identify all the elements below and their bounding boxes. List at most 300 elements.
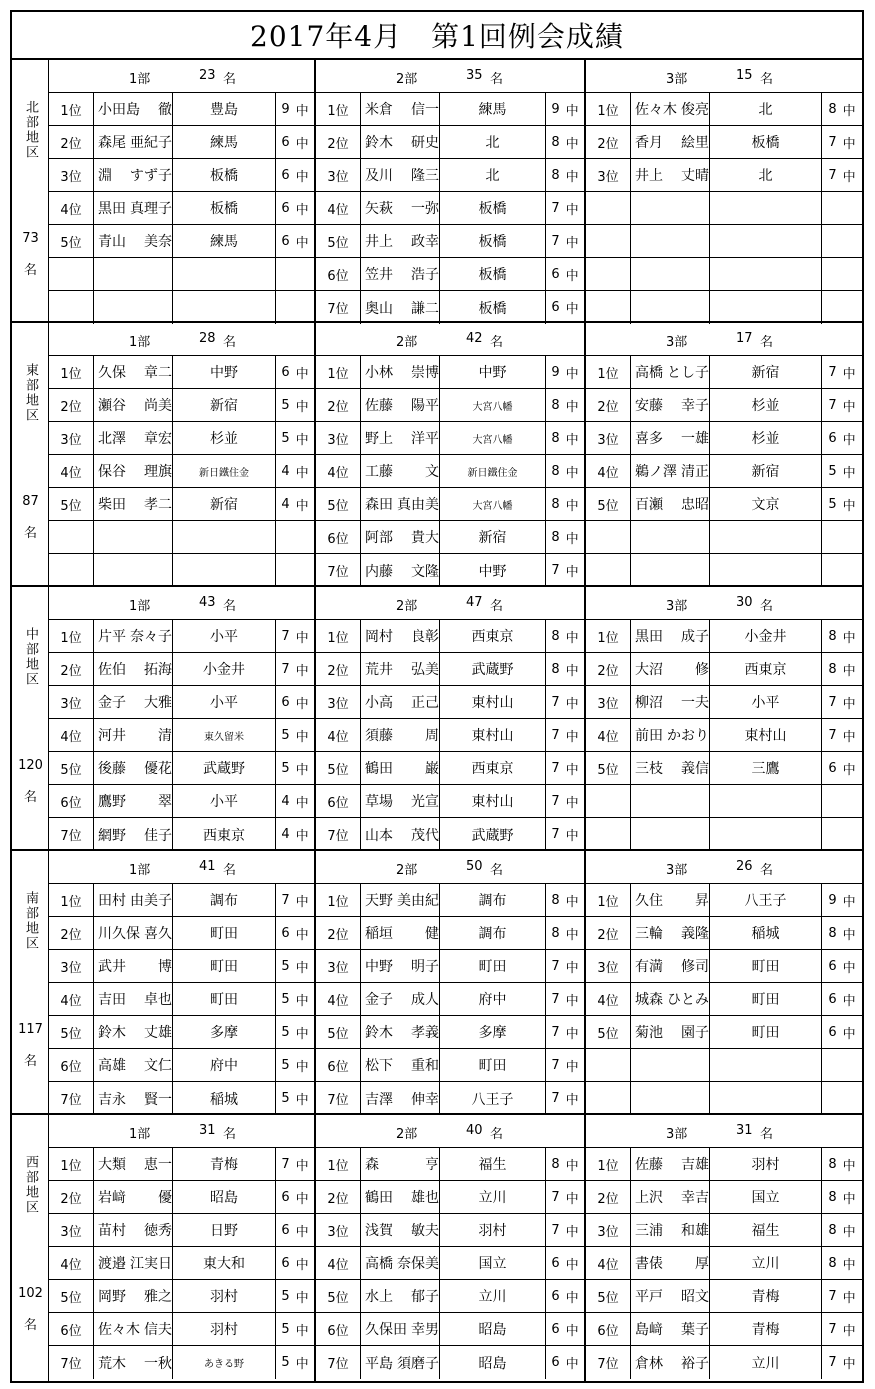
surname: 安藤 bbox=[635, 398, 663, 414]
name-cell bbox=[94, 719, 173, 751]
division-header bbox=[586, 1115, 862, 1148]
table-row bbox=[49, 686, 314, 719]
rank-cell: 7位 bbox=[49, 818, 94, 851]
surname: 城森 bbox=[635, 992, 663, 1008]
table-row bbox=[586, 1082, 862, 1115]
surname: 岡村 bbox=[365, 629, 393, 645]
hits-cell bbox=[276, 785, 314, 817]
club-cell: 新日鐵住金 bbox=[440, 455, 546, 487]
surname: 阿部 bbox=[365, 530, 393, 546]
rank-cell: 6位 bbox=[316, 258, 361, 290]
table-row bbox=[586, 719, 862, 752]
given-name: 文仁 bbox=[144, 1058, 172, 1074]
hits-number: 8 bbox=[828, 101, 837, 117]
rank-cell: 4位 bbox=[316, 983, 361, 1015]
club-cell: 立川 bbox=[440, 1181, 546, 1213]
hits-unit: 中 bbox=[565, 729, 579, 745]
club-cell: 青梅 bbox=[710, 1280, 822, 1312]
club-cell: 小金井 bbox=[710, 620, 822, 652]
rank-cell: 1位 bbox=[586, 884, 631, 916]
rank-cell bbox=[586, 192, 631, 224]
hits-unit: 中 bbox=[295, 432, 309, 448]
club-cell: 新宿 bbox=[710, 455, 822, 487]
region-count-unit: 名 bbox=[23, 790, 37, 805]
given-name: 喜久 bbox=[144, 926, 172, 942]
surname: 三枝 bbox=[635, 761, 663, 777]
hits-unit: 中 bbox=[295, 696, 309, 712]
division-count: 26 bbox=[736, 859, 753, 874]
given-name: 優花 bbox=[144, 761, 172, 777]
given-name: 昇 bbox=[695, 893, 709, 909]
rank-cell: 3位 bbox=[49, 1214, 94, 1246]
name-cell bbox=[361, 818, 440, 851]
given-name: 一弥 bbox=[411, 201, 439, 217]
hits-number: 8 bbox=[551, 529, 560, 545]
surname: 高橋 bbox=[635, 365, 663, 381]
rank-cell: 3位 bbox=[49, 686, 94, 718]
name-cell bbox=[361, 521, 440, 553]
region-name: 中部地区 bbox=[23, 627, 38, 687]
hits-unit: 中 bbox=[842, 1191, 856, 1207]
rank-cell: 1位 bbox=[49, 356, 94, 388]
hits-unit: 中 bbox=[565, 1224, 579, 1240]
name-cell bbox=[631, 291, 710, 324]
name-cell bbox=[631, 653, 710, 685]
division-1 bbox=[49, 1115, 316, 1381]
rank-cell bbox=[586, 521, 631, 553]
table-row bbox=[316, 686, 584, 719]
hits-unit: 中 bbox=[565, 762, 579, 778]
given-name: 崇博 bbox=[411, 365, 439, 381]
surname: 工藤 bbox=[365, 464, 393, 480]
rank-cell: 4位 bbox=[49, 983, 94, 1015]
hits-unit: 中 bbox=[565, 696, 579, 712]
club-cell: 国立 bbox=[710, 1181, 822, 1213]
surname: 河井 bbox=[98, 728, 126, 744]
hits-unit: 中 bbox=[565, 829, 579, 844]
region-count bbox=[12, 493, 49, 543]
name-cell bbox=[361, 884, 440, 916]
given-name: 敏夫 bbox=[411, 1223, 439, 1239]
region-count-number: 120 bbox=[18, 758, 43, 773]
hits-unit: 中 bbox=[295, 927, 309, 943]
hits-number: 5 bbox=[281, 760, 290, 776]
surname: 吉永 bbox=[98, 1091, 126, 1108]
given-name: 清正 bbox=[681, 464, 709, 480]
club-cell: 羽村 bbox=[173, 1313, 276, 1345]
hits-number: 7 bbox=[551, 694, 560, 710]
division-3 bbox=[586, 587, 862, 849]
table-row bbox=[586, 422, 862, 455]
division-count: 41 bbox=[199, 859, 216, 874]
hits-number: 7 bbox=[551, 991, 560, 1007]
hits-cell bbox=[546, 1346, 584, 1379]
club-cell bbox=[173, 258, 276, 290]
surname: 渡邉 bbox=[98, 1256, 126, 1272]
rank-cell: 3位 bbox=[316, 686, 361, 718]
given-name: 成人 bbox=[411, 992, 439, 1008]
name-cell bbox=[361, 1016, 440, 1048]
hits-unit: 中 bbox=[565, 663, 579, 679]
surname: 平戸 bbox=[635, 1289, 663, 1305]
hits-cell bbox=[276, 1148, 314, 1180]
hits-unit: 中 bbox=[842, 1357, 856, 1372]
rank-cell: 2位 bbox=[316, 1181, 361, 1213]
club-cell: 府中 bbox=[173, 1049, 276, 1081]
surname: 稲垣 bbox=[365, 926, 393, 942]
rank-cell: 3位 bbox=[586, 950, 631, 982]
table-row bbox=[586, 1346, 862, 1379]
rank-cell: 1位 bbox=[316, 1148, 361, 1180]
club-cell: 武蔵野 bbox=[440, 653, 546, 685]
hits-number: 5 bbox=[281, 397, 290, 413]
rank-cell: 2位 bbox=[316, 389, 361, 421]
name-cell bbox=[361, 1247, 440, 1279]
table-row bbox=[49, 554, 314, 587]
rank-cell: 7位 bbox=[49, 1082, 94, 1115]
hits-number: 9 bbox=[551, 364, 560, 380]
table-row bbox=[316, 126, 584, 159]
hits-unit: 中 bbox=[565, 498, 579, 514]
given-name: 陽平 bbox=[411, 398, 439, 414]
hits-number: 8 bbox=[551, 167, 560, 183]
table-row bbox=[316, 225, 584, 258]
rank-cell: 1位 bbox=[316, 620, 361, 652]
division-header bbox=[49, 587, 314, 620]
hits-cell bbox=[546, 1049, 584, 1081]
club-cell: 調布 bbox=[173, 884, 276, 916]
given-name: 茂代 bbox=[411, 827, 439, 844]
club-cell bbox=[173, 554, 276, 587]
club-cell: 東村山 bbox=[440, 785, 546, 817]
hits-number: 7 bbox=[828, 397, 837, 413]
surname: 内藤 bbox=[365, 563, 393, 580]
hits-unit: 中 bbox=[842, 696, 856, 712]
surname: 小田島 bbox=[98, 102, 140, 118]
given-name: 絵里 bbox=[681, 135, 709, 151]
page-title: 2017年4月 第1回例会成績 bbox=[12, 12, 862, 60]
surname: 倉林 bbox=[635, 1355, 663, 1372]
hits-cell bbox=[546, 1313, 584, 1345]
surname: 中野 bbox=[365, 959, 393, 975]
table-row bbox=[316, 719, 584, 752]
hits-unit: 中 bbox=[565, 531, 579, 547]
club-cell: 羽村 bbox=[440, 1214, 546, 1246]
hits-unit: 中 bbox=[565, 630, 579, 646]
club-cell: 稲城 bbox=[710, 917, 822, 949]
surname: 網野 bbox=[98, 827, 126, 844]
hits-unit: 中 bbox=[565, 1026, 579, 1042]
rank-cell: 3位 bbox=[586, 159, 631, 191]
hits-cell bbox=[276, 1280, 314, 1312]
rank-cell: 6位 bbox=[316, 1049, 361, 1081]
rank-cell: 5位 bbox=[49, 225, 94, 257]
given-name: 成子 bbox=[681, 629, 709, 645]
hits-cell bbox=[546, 917, 584, 949]
hits-unit: 中 bbox=[842, 1026, 856, 1042]
surname: 荒井 bbox=[365, 662, 393, 678]
surname: 久保田 bbox=[365, 1322, 407, 1338]
hits-number: 6 bbox=[551, 1288, 560, 1304]
club-cell: 昭島 bbox=[173, 1181, 276, 1213]
given-name: 修司 bbox=[681, 959, 709, 975]
rank-cell: 1位 bbox=[586, 93, 631, 125]
given-name: 孝義 bbox=[411, 1025, 439, 1041]
hits-unit: 中 bbox=[295, 1290, 309, 1306]
hits-cell bbox=[822, 818, 862, 851]
table-row bbox=[49, 653, 314, 686]
rank-cell: 3位 bbox=[586, 1214, 631, 1246]
hits-number: 8 bbox=[551, 463, 560, 479]
hits-number: 8 bbox=[551, 496, 560, 512]
given-name: 博 bbox=[158, 959, 172, 975]
club-cell: 国立 bbox=[440, 1247, 546, 1279]
surname: 小林 bbox=[365, 365, 393, 381]
name-cell bbox=[94, 521, 173, 553]
given-name: 拓海 bbox=[144, 662, 172, 678]
surname: 川久保 bbox=[98, 926, 140, 942]
given-name: 信一 bbox=[411, 102, 439, 118]
hits-unit: 中 bbox=[842, 1158, 856, 1174]
name-cell bbox=[94, 554, 173, 587]
hits-cell bbox=[822, 455, 862, 487]
club-cell: 板橋 bbox=[710, 126, 822, 158]
hits-cell bbox=[822, 1148, 862, 1180]
hits-cell bbox=[546, 983, 584, 1015]
hits-unit: 中 bbox=[565, 993, 579, 1009]
division-count: 40 bbox=[466, 1123, 483, 1138]
name-cell bbox=[94, 1082, 173, 1115]
name-cell bbox=[631, 983, 710, 1015]
name-cell bbox=[94, 488, 173, 520]
table-row bbox=[49, 389, 314, 422]
region-name: 南部地区 bbox=[23, 891, 38, 951]
table-row bbox=[586, 1148, 862, 1181]
hits-number: 6 bbox=[551, 1321, 560, 1337]
rank-cell: 7位 bbox=[586, 1346, 631, 1379]
surname: 吉田 bbox=[98, 992, 126, 1008]
table-row bbox=[49, 93, 314, 126]
given-name: 徳秀 bbox=[144, 1223, 172, 1239]
table-row bbox=[586, 1313, 862, 1346]
hits-cell bbox=[276, 917, 314, 949]
rank-cell: 4位 bbox=[586, 455, 631, 487]
division-count: 31 bbox=[199, 1123, 216, 1138]
name-cell bbox=[94, 1247, 173, 1279]
given-name: 真由美 bbox=[397, 497, 439, 513]
surname: 鈴木 bbox=[98, 1025, 126, 1041]
hits-unit: 中 bbox=[842, 103, 856, 119]
rank-cell: 4位 bbox=[316, 1247, 361, 1279]
given-name: 明子 bbox=[411, 959, 439, 975]
club-cell: 武蔵野 bbox=[440, 818, 546, 851]
given-name: 須磨子 bbox=[397, 1355, 439, 1372]
surname: 鈴木 bbox=[365, 1025, 393, 1041]
name-cell bbox=[361, 258, 440, 290]
division-count: 15 bbox=[736, 68, 753, 83]
rank-cell: 6位 bbox=[49, 1049, 94, 1081]
hits-number: 7 bbox=[828, 134, 837, 150]
hits-cell bbox=[276, 159, 314, 191]
hits-cell bbox=[546, 1148, 584, 1180]
division-label: 1部 bbox=[129, 1127, 151, 1142]
hits-cell bbox=[822, 1346, 862, 1379]
rank-cell: 2位 bbox=[316, 653, 361, 685]
given-name: 光宣 bbox=[411, 794, 439, 810]
name-cell bbox=[94, 93, 173, 125]
hits-number: 7 bbox=[281, 892, 290, 908]
division-header bbox=[316, 587, 584, 620]
division-count-unit: 名 bbox=[760, 599, 774, 614]
table-row bbox=[586, 950, 862, 983]
rank-cell: 4位 bbox=[586, 719, 631, 751]
division-count-unit: 名 bbox=[223, 1127, 237, 1142]
table-row bbox=[586, 983, 862, 1016]
table-row bbox=[586, 818, 862, 851]
surname: 水上 bbox=[365, 1289, 393, 1305]
hits-unit: 中 bbox=[842, 1257, 856, 1273]
name-cell bbox=[631, 1148, 710, 1180]
division-header bbox=[49, 60, 314, 93]
rank-cell: 5位 bbox=[49, 488, 94, 520]
hits-unit: 中 bbox=[842, 927, 856, 943]
hits-cell bbox=[276, 1082, 314, 1115]
hits-number: 7 bbox=[551, 760, 560, 776]
table-row bbox=[316, 455, 584, 488]
name-cell bbox=[631, 1247, 710, 1279]
hits-cell bbox=[822, 422, 862, 454]
hits-unit: 中 bbox=[295, 136, 309, 152]
division-label: 2部 bbox=[396, 599, 418, 614]
surname: 淵 bbox=[98, 168, 112, 184]
surname: 平島 bbox=[365, 1355, 393, 1372]
hits-unit: 中 bbox=[565, 399, 579, 415]
rank-cell: 1位 bbox=[49, 884, 94, 916]
club-cell: 小平 bbox=[173, 785, 276, 817]
table-row bbox=[49, 258, 314, 291]
hits-cell bbox=[822, 752, 862, 784]
hits-cell bbox=[276, 1313, 314, 1345]
name-cell bbox=[94, 818, 173, 851]
hits-unit: 中 bbox=[565, 432, 579, 448]
hits-cell bbox=[276, 126, 314, 158]
hits-cell bbox=[546, 1247, 584, 1279]
rank-cell: 5位 bbox=[49, 1280, 94, 1312]
surname: 森尾 bbox=[98, 135, 126, 151]
rank-cell: 1位 bbox=[49, 1148, 94, 1180]
name-cell bbox=[361, 455, 440, 487]
club-cell: 新宿 bbox=[173, 488, 276, 520]
hits-unit: 中 bbox=[565, 927, 579, 943]
rank-cell: 2位 bbox=[586, 126, 631, 158]
hits-cell bbox=[822, 1313, 862, 1345]
table-row bbox=[49, 983, 314, 1016]
surname: 田村 bbox=[98, 893, 126, 909]
hits-unit: 中 bbox=[295, 1026, 309, 1042]
table-row bbox=[316, 983, 584, 1016]
table-row bbox=[586, 1181, 862, 1214]
surname: 前田 bbox=[635, 728, 663, 744]
hits-cell bbox=[822, 1181, 862, 1213]
table-row bbox=[49, 950, 314, 983]
club-cell: 昭島 bbox=[440, 1313, 546, 1345]
hits-cell bbox=[546, 225, 584, 257]
hits-cell bbox=[822, 620, 862, 652]
rank-cell: 1位 bbox=[316, 356, 361, 388]
club-cell: 東村山 bbox=[440, 719, 546, 751]
hits-number: 7 bbox=[828, 1355, 837, 1370]
hits-unit: 中 bbox=[295, 1093, 309, 1108]
division-count-unit: 名 bbox=[490, 863, 504, 878]
name-cell bbox=[361, 1181, 440, 1213]
table-row bbox=[316, 1148, 584, 1181]
hits-unit: 中 bbox=[295, 1323, 309, 1339]
given-name: 正己 bbox=[411, 695, 439, 711]
hits-number: 8 bbox=[551, 430, 560, 446]
name-cell bbox=[631, 917, 710, 949]
hits-cell bbox=[546, 258, 584, 290]
surname: 矢萩 bbox=[365, 201, 393, 217]
hits-cell bbox=[546, 1082, 584, 1115]
table-row bbox=[49, 620, 314, 653]
hits-cell bbox=[276, 884, 314, 916]
name-cell bbox=[631, 1181, 710, 1213]
table-row bbox=[316, 258, 584, 291]
club-cell: 昭島 bbox=[440, 1346, 546, 1379]
hits-cell bbox=[822, 1214, 862, 1246]
club-cell: 多摩 bbox=[173, 1016, 276, 1048]
hits-cell bbox=[276, 422, 314, 454]
hits-cell bbox=[822, 785, 862, 817]
rank-cell: 1位 bbox=[316, 93, 361, 125]
hits-unit: 中 bbox=[842, 729, 856, 745]
region-count-number: 87 bbox=[22, 494, 39, 509]
hits-number: 9 bbox=[281, 101, 290, 117]
surname: 岩﨑 bbox=[98, 1190, 126, 1206]
name-cell bbox=[631, 93, 710, 125]
name-cell bbox=[94, 422, 173, 454]
given-name: 健 bbox=[425, 926, 439, 942]
hits-unit: 中 bbox=[295, 1257, 309, 1273]
rank-cell bbox=[49, 521, 94, 553]
given-name: 亜紀子 bbox=[130, 135, 172, 151]
name-cell bbox=[94, 389, 173, 421]
hits-cell bbox=[546, 785, 584, 817]
given-name: 徹 bbox=[158, 102, 172, 118]
division-header bbox=[49, 851, 314, 884]
hits-cell bbox=[822, 917, 862, 949]
name-cell bbox=[94, 356, 173, 388]
rank-cell: 4位 bbox=[316, 192, 361, 224]
region-name: 北部地区 bbox=[23, 100, 38, 160]
hits-cell bbox=[546, 719, 584, 751]
name-cell bbox=[361, 225, 440, 257]
hits-number: 4 bbox=[281, 463, 290, 479]
rank-cell: 3位 bbox=[49, 950, 94, 982]
hits-number: 5 bbox=[281, 991, 290, 1007]
rank-cell bbox=[49, 291, 94, 324]
rank-cell: 1位 bbox=[586, 1148, 631, 1180]
name-cell bbox=[631, 521, 710, 553]
table-row bbox=[316, 1049, 584, 1082]
division-count-unit: 名 bbox=[760, 1127, 774, 1142]
name-cell bbox=[94, 1181, 173, 1213]
rank-cell: 1位 bbox=[49, 620, 94, 652]
division-label: 1部 bbox=[129, 72, 151, 87]
division-label: 3部 bbox=[666, 1127, 688, 1142]
club-cell: 町田 bbox=[710, 1016, 822, 1048]
division-count-unit: 名 bbox=[490, 599, 504, 614]
